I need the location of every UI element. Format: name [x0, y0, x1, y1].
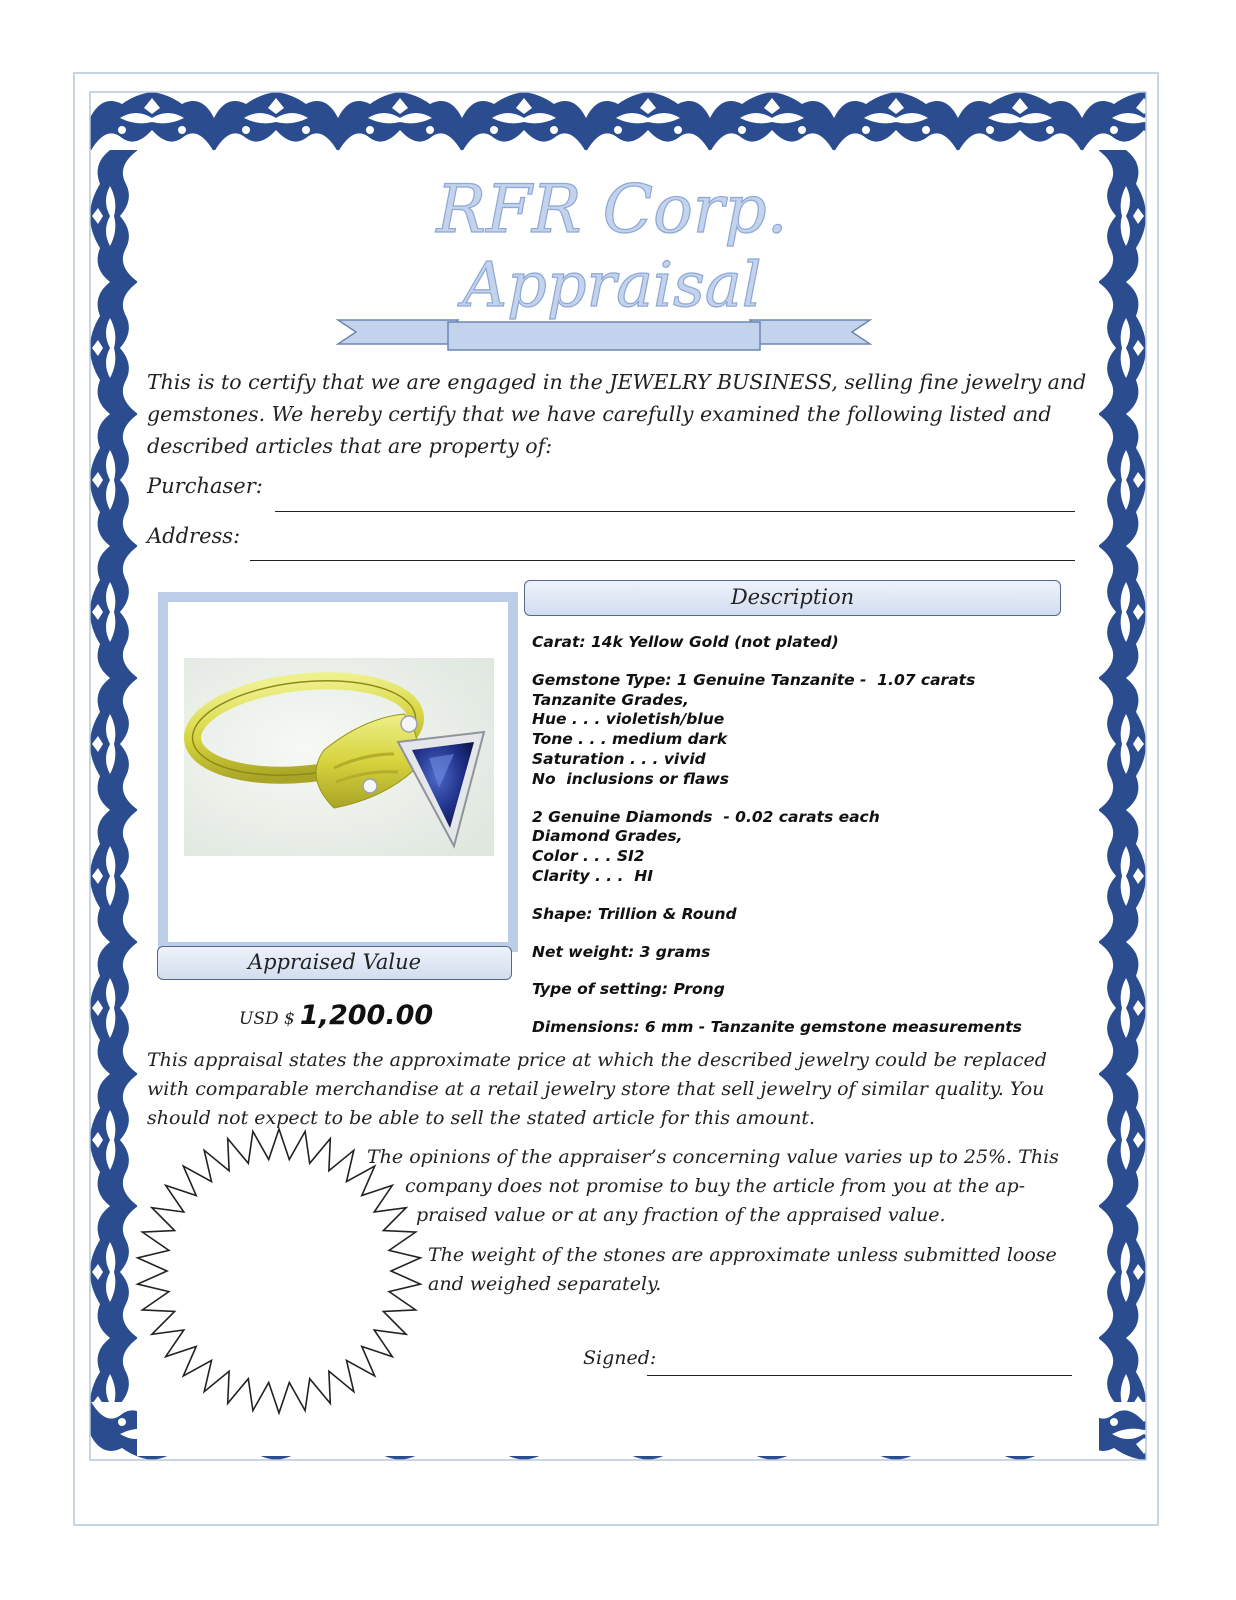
- description-spacer: [532, 962, 1092, 980]
- ring-image: [184, 658, 494, 856]
- description-line: Hue . . . violetish/blue: [532, 710, 725, 729]
- opinion-line-3: praised value or at any fraction of the appraised value.: [416, 1204, 946, 1226]
- description-line: Dimensions: 6 mm - Tanzanite gemstone measurements: [532, 1018, 1022, 1037]
- description-spacer: [532, 925, 1092, 943]
- description-spacer: [532, 790, 1092, 808]
- description-spacer: [532, 1000, 1092, 1018]
- description-line: Shape: Trillion & Round: [532, 904, 737, 923]
- description-line: Tone . . . medium dark: [532, 730, 728, 749]
- purchaser-label: Purchaser:: [147, 474, 263, 498]
- description-list: [532, 633, 1092, 1038]
- description-spacer: [532, 887, 1092, 905]
- certification-statement: This is to certify that we are engaged in the JEWELRY BUSINESS, selling fine jewelry and gemstones. We hereby certify that we have carefully examined the following listed and described articles that are property of:: [147, 370, 1087, 458]
- appraised-amount: 1,200.00: [299, 1000, 434, 1031]
- weight-line-2: and weighed separately.: [428, 1273, 662, 1295]
- company-name: RFR Corp.: [436, 171, 788, 248]
- appraised-value-header: Appraised Value: [157, 946, 512, 980]
- description-header: Description: [524, 580, 1061, 616]
- appraised-value: [239, 1000, 433, 1031]
- description-line: Type of setting: Prong: [532, 980, 725, 999]
- description-spacer: [532, 653, 1092, 671]
- jewelry-photo: [168, 602, 508, 942]
- description-line: Carat: 14k Yellow Gold (not plated): [532, 633, 839, 651]
- description-line: Net weight: 3 grams: [532, 942, 711, 961]
- document-type: Appraisal: [462, 248, 762, 321]
- signature-field[interactable]: [647, 1375, 1072, 1376]
- address-field[interactable]: [250, 560, 1075, 561]
- currency-label: USD $: [239, 1009, 295, 1029]
- description-line: 2 Genuine Diamonds - 0.02 carats each: [532, 807, 880, 826]
- description-line: Saturation . . . vivid: [532, 749, 706, 768]
- disclaimer-text: This appraisal states the approximate price at which the described jewelry could be replaced with comparable merchandise at a retail jewelry store that sell jewelry of similar quality. You should not expect to be able to sell the stated article for this amount.: [147, 1049, 1047, 1129]
- weight-line-1: The weight of the stones are approximate unless submitted loose: [428, 1244, 1057, 1266]
- description-line: Tanzanite Grades,: [532, 690, 689, 709]
- signed-label: Signed:: [583, 1347, 657, 1369]
- address-label: Address:: [147, 524, 241, 548]
- opinion-line-2: company does not promise to buy the article from you at the ap-: [405, 1175, 1026, 1197]
- description-line: Clarity . . . HI: [532, 866, 654, 885]
- purchaser-field[interactable]: [275, 511, 1075, 512]
- description-line: Color . . . SI2: [532, 847, 645, 866]
- description-line: Gemstone Type: 1 Genuine Tanzanite - 1.07 carats: [532, 670, 976, 689]
- jewelry-photo-frame: [158, 592, 518, 952]
- title-ribbon: [338, 320, 870, 350]
- certificate-title-banner: [330, 160, 890, 360]
- opinion-line-1: The opinions of the appraiser’s concerning value varies up to 25%. This: [367, 1146, 1059, 1168]
- description-line: No inclusions or flaws: [532, 769, 730, 788]
- description-line: Diamond Grades,: [532, 827, 683, 846]
